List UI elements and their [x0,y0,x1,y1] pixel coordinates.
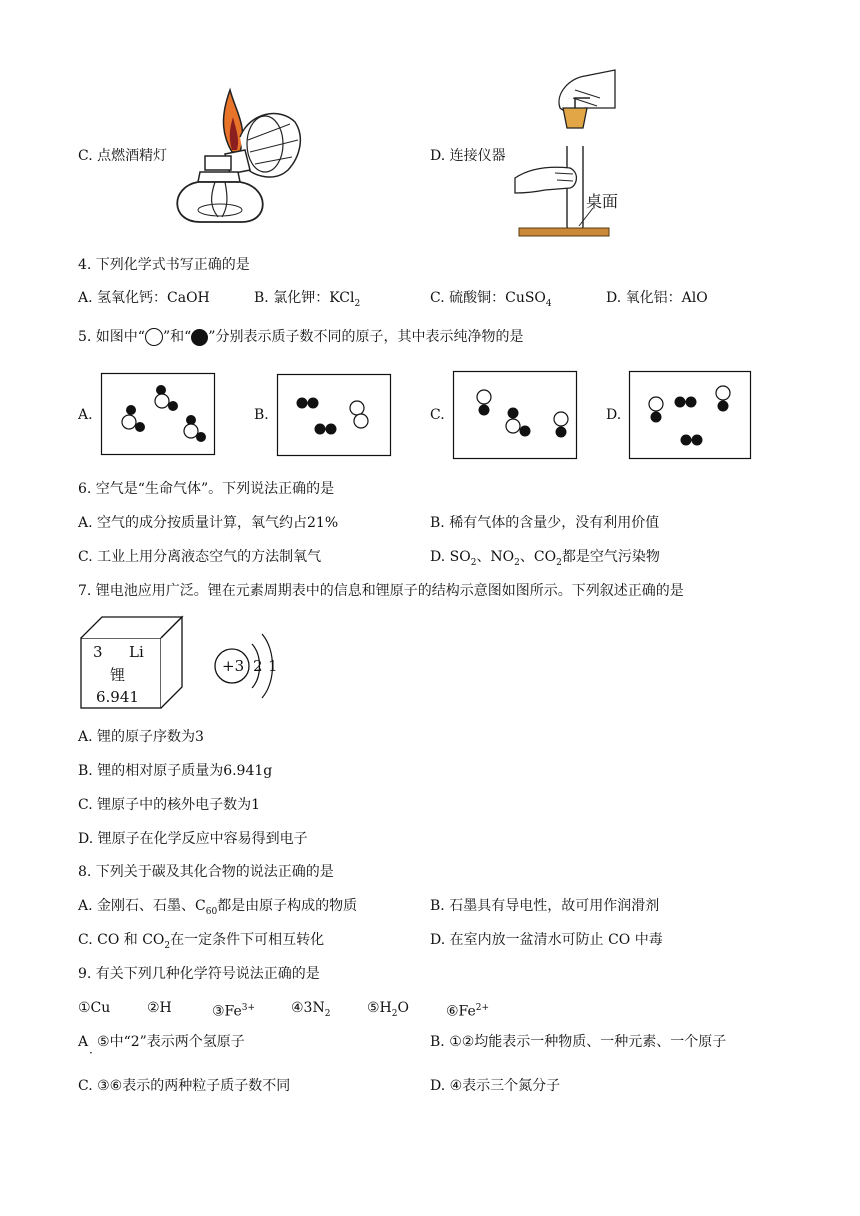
cell-atomic-mass: 6.941 [96,688,139,706]
solid-atom-icon [191,329,208,346]
q3-option-d-label: D. 连接仪器 [430,148,506,164]
q4-option-c: C. 硫酸铜：CuSO$_4$ [430,290,552,309]
q3-option-c-label: C. 点燃酒精灯 [78,148,168,164]
q6-option-a: A. 空气的成分按质量计算，氧气约占21% [78,515,339,531]
table-surface-label: 桌面 [586,192,619,211]
q9-symbol-1: ①Cu [78,1000,111,1016]
q5-particle-box-a [101,373,215,455]
q7-option-d: D. 锂原子在化学反应中容易得到电子 [78,831,308,847]
cell-atomic-number: 3 [93,643,103,661]
q4-stem: 4. 下列化学式书写正确的是 [78,257,250,273]
shell-2-electrons: 1 [268,657,278,675]
q8-option-d: D. 在室内放一盆清水可防止 CO 中毒 [430,932,663,948]
q5-label-b: B. [254,407,269,423]
q5-label-c: C. [430,407,445,423]
q5-label-d: D. [606,407,622,423]
q4-option-d: D. 氧化铝：AlO [606,290,708,306]
q9-symbol-6: $⑥Fe^{2+}$ [446,1003,490,1020]
q9-option-c: C. ③⑥表示的两种粒子质子数不同 [78,1078,291,1094]
q7-stem: 7. 锂电池应用广泛。锂在元素周期表中的信息和锂原子的结构示意图如图所示。下列叙述正确的是 [78,583,684,599]
q9-symbol-5: $⑤H_2O$ [367,1000,409,1019]
nucleus-charge: +3 [222,657,245,675]
q5-particle-box-d [629,371,751,459]
q9-symbol-2: ②H [147,1000,172,1016]
q8-option-c: C. CO 和 $CO_2$在一定条件下可相互转化 [78,932,325,951]
q7-option-a: A. 锂的原子序数为3 [78,729,204,745]
q7-option-c: C. 锂原子中的核外电子数为1 [78,797,261,813]
q7-option-b: B. 锂的相对原子质量为6.941g [78,763,273,779]
connect-apparatus-illustration [515,68,615,243]
q9-stem: 9. 有关下列几种化学符号说法正确的是 [78,966,320,982]
q6-option-d: D. $SO_2$、$NO_2$、$CO_2$都是空气污染物 [430,549,660,568]
q6-option-c: C. 工业上用分离液态空气的方法制氧气 [78,549,322,565]
q6-option-b: B. 稀有气体的含量少，没有利用价值 [430,515,660,531]
q9-option-d: D. ④表示三个氮分子 [430,1078,561,1094]
q6-stem: 6. 空气是“生命气体”。下列说法正确的是 [78,481,335,497]
q5-particle-box-c [453,371,577,459]
cell-element-symbol: Li [129,643,144,661]
q4-option-a: A. 氢氧化钙：CaOH [78,290,210,306]
q8-option-a: A. 金刚石、石墨、$C_{60}$都是由原子构成的物质 [78,898,358,917]
cell-element-name: 锂 [110,666,126,684]
q9-option-b: B. ①②均能表示一种物质、一种元素、一个原子 [430,1034,727,1050]
alcohol-lamp-illustration [170,82,310,227]
q8-option-b: B. 石墨具有导电性，故可用作润滑剂 [430,898,660,914]
q9-option-a: A ⑤中“2”表示两个氢原子 [78,1034,245,1050]
shell-1-electrons: 2 [253,657,263,675]
q5-particle-box-b [277,374,391,456]
q9-option-a-dot: · [89,1046,93,1060]
q5-label-a: A. [78,407,93,423]
hollow-atom-icon [145,328,163,346]
q9-symbol-4: $④3N_2$ [291,1000,331,1019]
q5-stem: 5. 如图中“ ”和“ ”分别表示质子数不同的原子，其中表示纯净物的是 [78,329,524,345]
q9-symbol-3: $③Fe^{3+}$ [212,1003,256,1020]
q8-stem: 8. 下列关于碳及其化合物的说法正确的是 [78,864,334,880]
q4-option-b: B. 氯化钾：KCl$_2$ [254,290,361,309]
